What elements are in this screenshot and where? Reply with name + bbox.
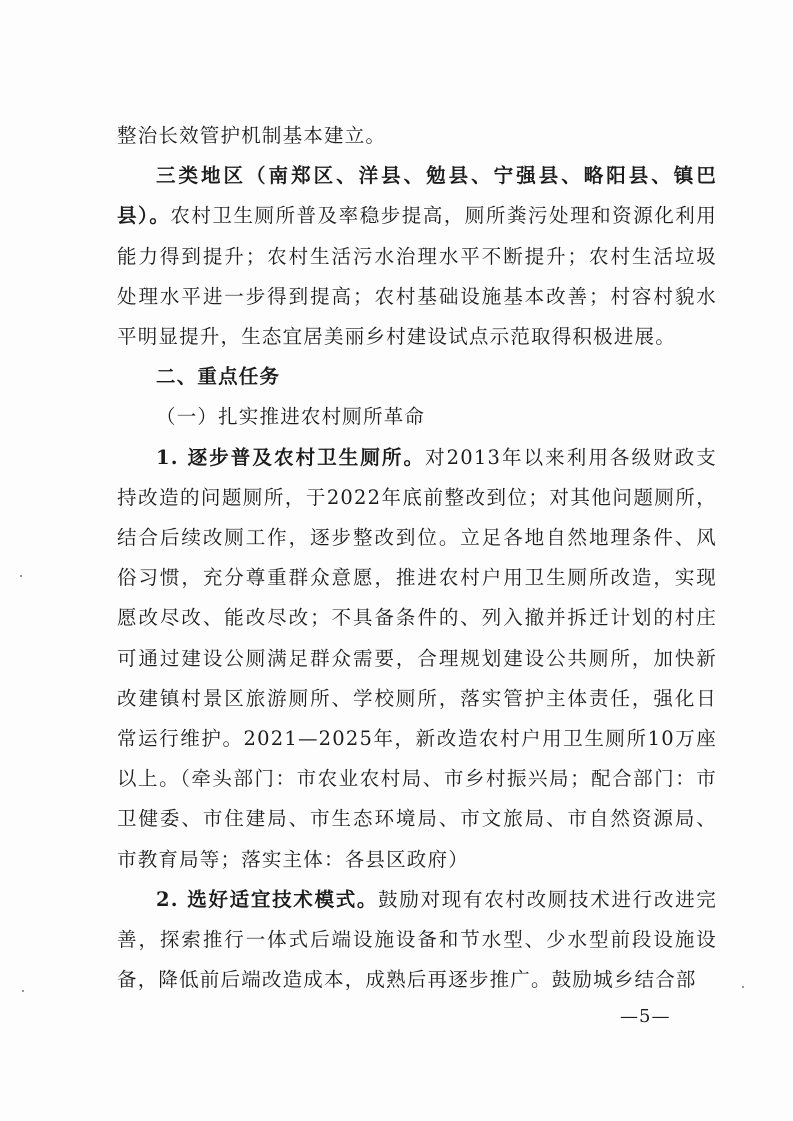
paragraph-task-2 [117,880,717,1001]
paragraph-lead: 三类地区（南郑区、洋县、勉县、宁强县、略阳县、镇巴县）。 [117,164,717,228]
paragraph-lead: 2. 选好适宜技术模式。 [156,887,379,911]
scan-speck [22,990,24,992]
section-heading-text: 二、重点任务 [156,365,281,389]
section-heading [117,357,717,397]
paragraph-lead: 1. 逐步普及农村卫生厕所。 [156,445,426,469]
paragraph-text: 整治长效管护机制基本建立。 [117,124,387,147]
subsection-heading [117,397,717,437]
paragraph-text: 农村卫生厕所普及率稳步提高，厕所粪污处理和资源化利用能力得到提升；农村生活污水治理水平不断提升；农村生活垃圾处理水平进一步得到提高；农村基础设施基本改善；村容村貌水平明显提升，生态宜居美丽乡村建设试点示范取得积极进展。 [117,204,718,349]
paragraph-text: 鼓励对现有农村改厕技术进行改进完善，探索推行一体式后端设施设备和节水型、少水型前段设施设备，降低前后端改造成本，成熟后再逐步推广。鼓励城乡结合部 [117,887,718,992]
page-number: —5— [620,1006,671,1027]
paragraph-task-1 [117,438,717,880]
paragraph-continuation [117,116,717,156]
scan-speck [20,575,22,577]
paragraph-text: 对2013年以来利用各级财政支持改造的问题厕所，于2022年底前整改到位；对其他问题厕所，结合后续改厕工作，逐步整改到位。立足各地自然地理条件、风俗习惯，充分尊重群众意愿，推进农村户用卫生厕所改造，实现愿改尽改、能改尽改；不具备条件的、列入撤并拆迁计划的村庄可通过建设公厕满足群众需要，合理规划建设公共厕所，加快新改建镇村景区旅游厕所、学校厕所，落实管护主体责任，强化日常运行维护。2021—2025年，新改造农村户用卫生厕所10万座以上。（牵头部门：市农业农村局、市乡村振兴局；配合部门：市卫健委、市住建局、市生态环境局、市文旅局、市自然资源局、市教育局等；落实主体：各县区政府） [117,445,717,871]
scan-speck [742,986,744,988]
paragraph-region-three [117,156,717,357]
subsection-heading-text: （一）扎实推进农村厕所革命 [156,405,426,429]
body-text [117,116,717,1000]
